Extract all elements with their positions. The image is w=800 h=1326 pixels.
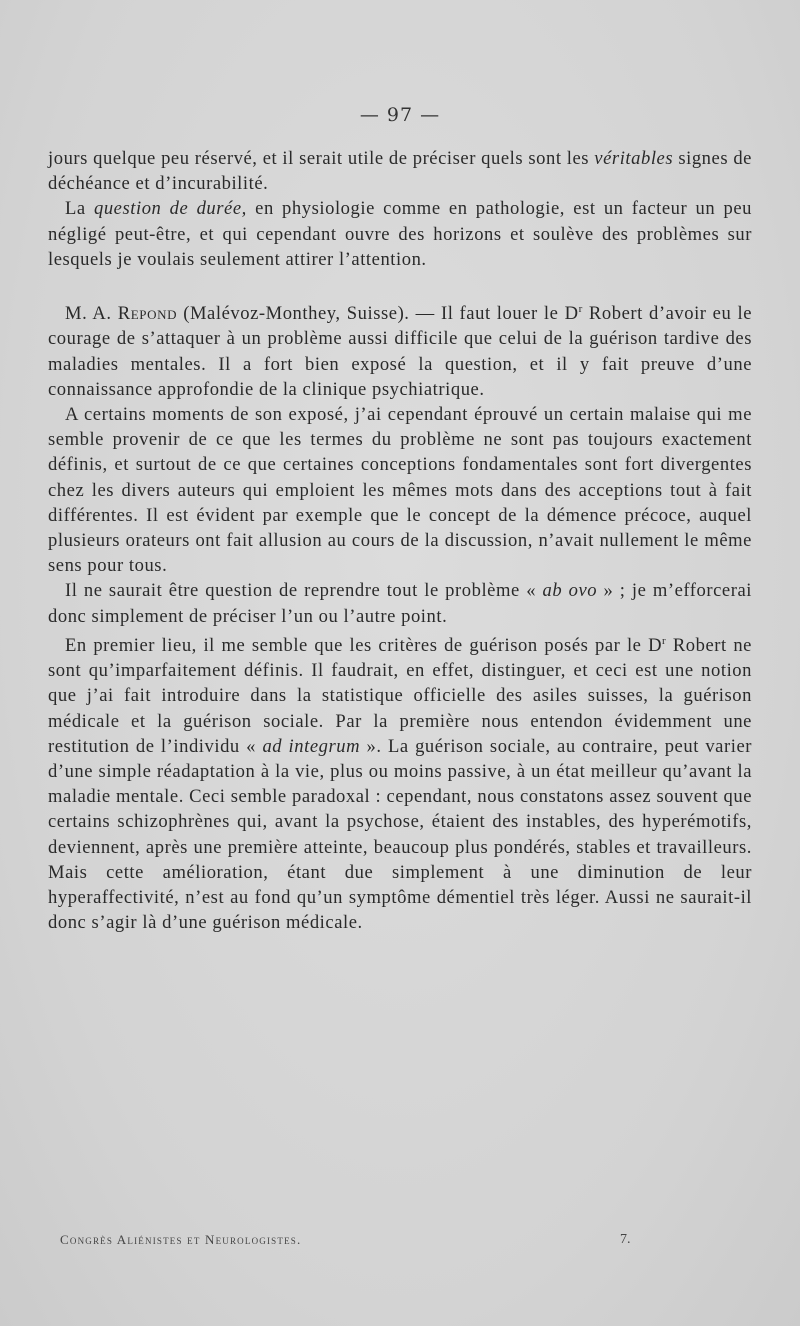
text-run: signes de déchéance et d’incurabilité. (48, 148, 752, 195)
italic-text: ad integrum (262, 735, 361, 757)
text-run: ». La guérison sociale, au contraire, peut varier d’une simple réadaptation à la vie, plus ou moins passive, à un état meilleur qu’avant la maladie mentale. Ceci semble paradoxal : cependant, nous constatons assez souvent que certains schizophrènes qui, avant la psychose, étaient des instables, des hyperémotifs, deviennent, après une première atteinte, beaucoup plus pondérés, stables et travailleurs. Mais cette amélioration, étant due simplement à une diminution de leur hyperaffectivité, n’est au fond qu’un symptôme démentiel très léger. Aussi ne saurait-il donc s’agir là d’une guérison médicale. (48, 735, 752, 934)
text-run: En premier lieu, il me semble que les critères de guérison posés par le D (65, 635, 663, 657)
body-text (48, 146, 752, 935)
text-run: en physiologie comme en pathologie, est un facteur un peu négligé peut-être, et qui cependant ouvre des horizons et soulève des problèmes sur lesquels je voulais seulement attirer l’attention. (48, 198, 752, 270)
speaker-name: Repond (117, 303, 178, 325)
paragraph (48, 297, 752, 402)
signature-mark: 7. (620, 1232, 631, 1247)
italic-text: question de durée, (93, 198, 247, 220)
italic-text: ab ovo (542, 580, 598, 602)
text-run: Robert ne sont qu’imparfaitement définis. Il faudrait, en effet, distinguer, et ceci est une notion que j’ai fait introduire dans la statistique officielle des asiles suisses, la guérison médicale et la guérison sociale. Par la première nous entendon évidemment une restitution de l’individu « (48, 635, 752, 757)
paragraph (48, 402, 752, 578)
page-number: — 97 — (359, 104, 441, 126)
running-footer: Congrès Aliénistes et Neurologistes. (60, 1232, 302, 1247)
text-run: La (65, 198, 94, 220)
text-run: M. A. (65, 303, 118, 325)
paragraph (48, 578, 752, 628)
text-run: Il ne saurait être question de reprendre tout le problème « (65, 580, 543, 602)
paragraph (48, 146, 752, 196)
text-run: » ; je m’efforcerai donc simplement de préciser l’un ou l’autre point. (48, 580, 752, 627)
superscript: r (578, 303, 583, 316)
text-run: Robert d’avoir eu le courage de s’attaquer à un problème aussi difficile que celui de la guérison tardive des maladies mentales. Il a fort bien exposé la question, et il y fait preuve d’une connaissance approfondie de la clinique psychiatrique. (48, 303, 752, 400)
text-run: (Malévoz-Monthey, Suisse). — Il faut louer le D (177, 303, 579, 325)
text-run: jours quelque peu réservé, et il serait utile de préciser quels sont les (48, 148, 595, 169)
italic-text: véritables (594, 148, 674, 169)
superscript: r (662, 634, 667, 647)
paragraph (48, 629, 752, 936)
text-run: A certains moments de son exposé, j’ai cependant éprouvé un certain malaise qui me semble provenir de ce que les termes du problème ne sont pas toujours exactement définis, et surtout de ce que certaines conceptions fondamentales sont fort divergentes chez les divers auteurs qui emploient les mêmes mots dans des acceptions tout à fait différentes. Il est évident par exemple que le concept de la démence précoce, auquel plusieurs orateurs ont fait allusion au cours de la discussion, n’avait nullement le même sens pour tous. (48, 404, 752, 577)
paragraph (48, 196, 752, 272)
